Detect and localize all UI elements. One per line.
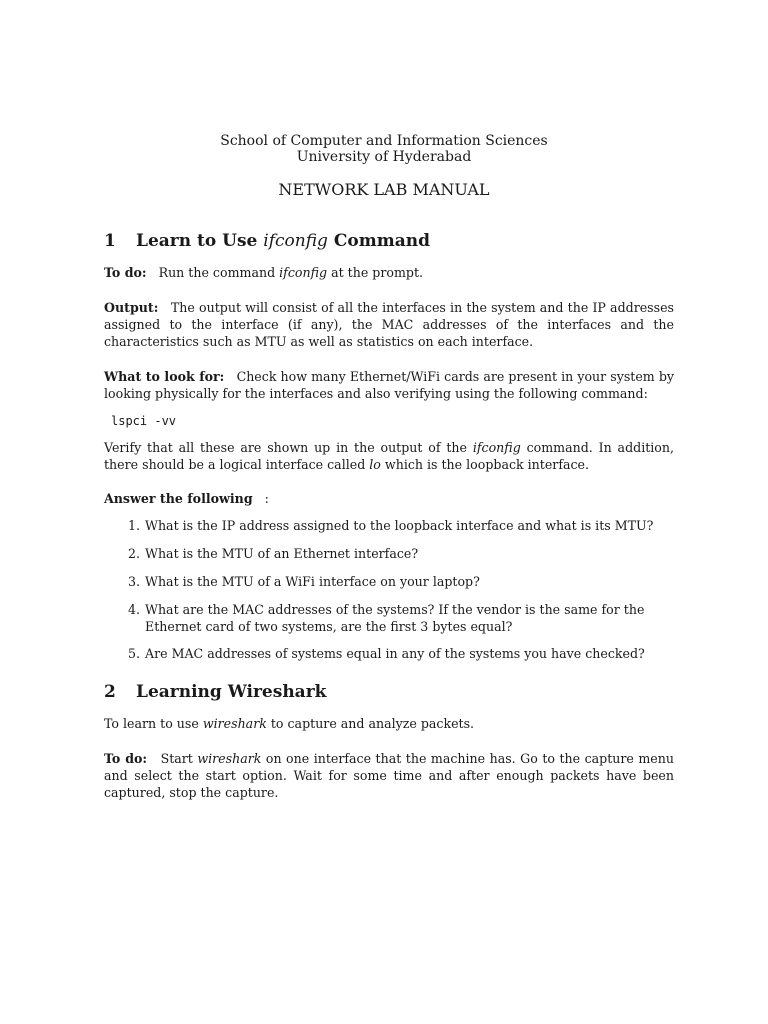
look-for-label: What to look for:: [104, 369, 225, 384]
wireshark-todo: [104, 750, 674, 801]
intro-text-pre: To learn to use: [104, 716, 199, 731]
answer-label: Answer the following: [104, 491, 253, 506]
look-for-text: Check how many Ethernet/WiFi cards are present in your system by looking physically for the interfaces and also verifying using the following command:: [104, 369, 674, 401]
verify-paragraph: [104, 439, 674, 473]
question-number: 3.: [127, 574, 140, 589]
verify-text-1: Verify that all these are shown up in the output of the: [104, 440, 468, 455]
todo-text-em: wireshark: [197, 751, 262, 766]
university-name: University of Hyderabad: [296, 149, 472, 165]
wireshark-intro: [104, 715, 674, 732]
section-title-post: Command: [333, 231, 430, 251]
output-label: Output:: [104, 300, 159, 315]
verify-em-1: ifconfig: [472, 440, 521, 455]
intro-text-em: wireshark: [202, 716, 267, 731]
look-for-paragraph: [104, 368, 674, 402]
question-text: Are MAC addresses of systems equal in any of the systems you have checked?: [145, 646, 645, 661]
manual-title: NETWORK LAB MANUAL: [278, 180, 490, 199]
section-2-heading: [104, 682, 326, 702]
section-number: 2: [104, 682, 116, 702]
output-paragraph: [104, 299, 674, 350]
answer-heading: [104, 490, 674, 507]
todo-text-pre: Start: [160, 751, 193, 766]
output-text: The output will consist of all the interfaces in the system and the IP addresses assigned to the interface (if any), the MAC addresses of the interfaces and the characteristics such as MTU as well as statistics on each interface.: [104, 300, 675, 349]
todo-text-pre: Run the command: [158, 265, 276, 280]
verify-em-2: lo: [369, 457, 381, 472]
question-number: 1.: [127, 518, 140, 533]
todo-label: To do:: [104, 265, 147, 280]
section-title: Learning Wireshark: [136, 682, 327, 702]
question-number: 2.: [127, 546, 140, 561]
question-text: What is the MTU of a WiFi interface on your laptop?: [145, 574, 480, 589]
verify-text-2: command. In addition, there should be a logical interface called: [104, 440, 675, 472]
todo-text-em: ifconfig: [279, 265, 328, 280]
section-1-heading: [104, 231, 430, 251]
section-number: 1: [104, 231, 116, 251]
todo-paragraph: [104, 264, 674, 281]
question-item: [118, 517, 674, 534]
question-item: [118, 573, 674, 590]
question-item: [118, 645, 674, 662]
command-block: lspci -vv: [111, 414, 177, 428]
answer-colon: :: [264, 491, 269, 506]
verify-text-3: which is the loopback interface.: [384, 457, 589, 472]
intro-text-post: to capture and analyze packets.: [270, 716, 475, 731]
question-item: [118, 601, 674, 635]
section-title-pre: Learn to Use: [136, 231, 258, 251]
question-item: [118, 545, 674, 562]
question-text: What is the IP address assigned to the loopback interface and what is its MTU?: [145, 518, 654, 533]
question-number: 5.: [127, 646, 140, 661]
todo-text-post: at the prompt.: [331, 265, 424, 280]
school-name: School of Computer and Information Sciences: [220, 133, 548, 149]
question-text: What are the MAC addresses of the systems? If the vendor is the same for the Ethernet card of two systems, are the first 3 bytes equal?: [145, 602, 645, 634]
question-number: 4.: [127, 602, 140, 617]
section-title-em: ifconfig: [263, 231, 328, 251]
question-text: What is the MTU of an Ethernet interface?: [145, 546, 419, 561]
todo-text-post: on one interface that the machine has. Go to the capture menu and select the start option. Wait for some time and after enough packets have been captured, stop the capture.: [104, 751, 674, 800]
todo-label: To do:: [104, 751, 148, 766]
